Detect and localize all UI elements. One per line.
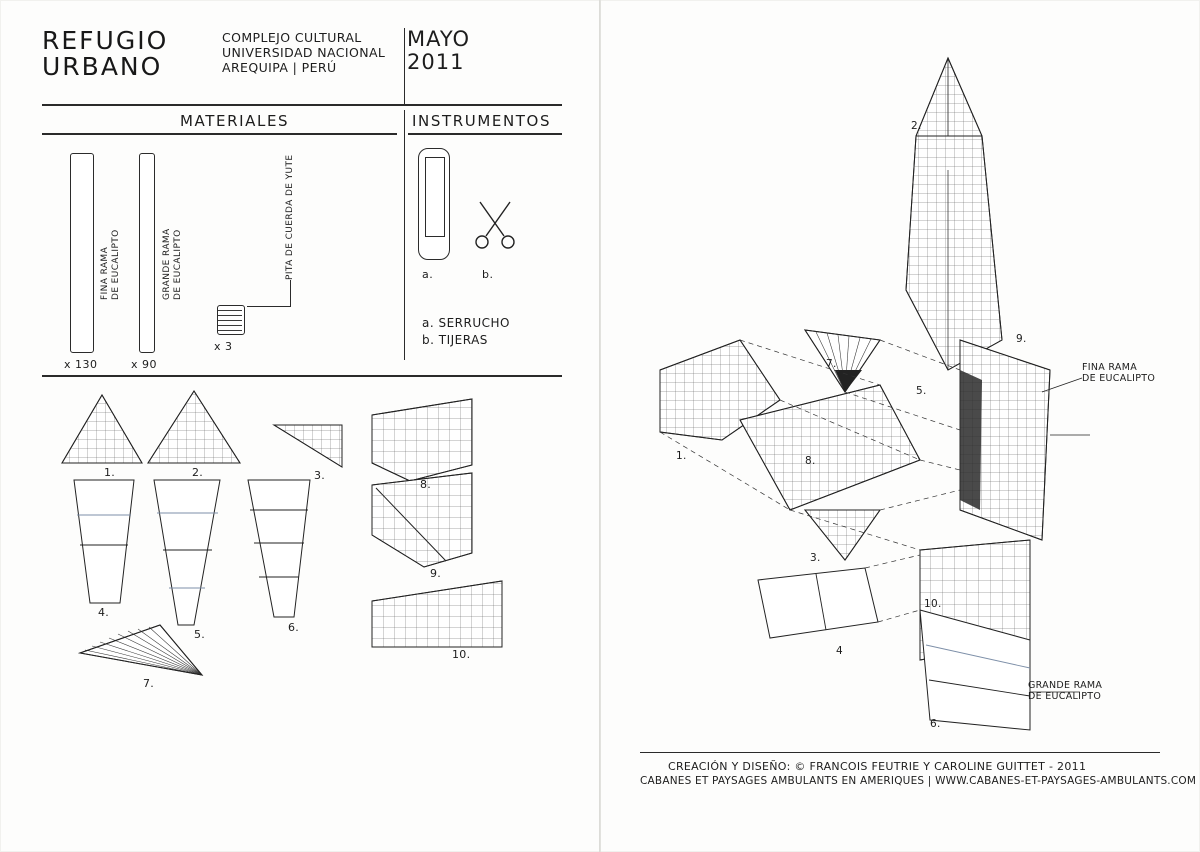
spool-coil-2 [218,315,242,316]
assembly-part-4 [758,568,878,638]
subtitle-line-3: AREQUIPA | PERÚ [222,60,337,75]
materials-group [42,140,372,370]
title-block [42,28,562,110]
sections-underline-right [408,133,562,135]
date-line-1: MAYO [407,27,471,51]
part-4-shape [74,480,134,603]
part-3-shape [267,420,357,475]
part-2-shape [142,385,252,475]
material-fina-rama-stick [70,153,94,353]
part-number-5: 5. [194,628,206,641]
part-number-9: 9. [430,567,442,580]
instruments-section-title: INSTRUMENTOS [412,112,552,130]
material-label-grande-rama-line1: GRANDE RAMA [162,228,172,300]
callout-fina-rama [1082,362,1155,384]
material-pita-spool [217,305,247,335]
part-number-8: 8. [420,478,432,491]
assembly-part-9 [955,335,1055,550]
part-number-3: 3. [314,469,326,482]
material-label-fina-rama-line1: FINA RAMA [100,246,110,300]
part-number-2: 2. [192,466,204,479]
part-6-shape [248,480,310,617]
assembly-number-7: 7. [826,358,837,370]
title-separator-vertical [404,28,405,104]
spool-coil-4 [218,325,242,326]
callout-grande-rama [1028,680,1102,702]
spool-coil-5 [218,330,242,331]
sections-underline-left [42,133,397,135]
parts-section-separator [42,375,562,377]
footer-rule [640,752,1160,753]
assembly-part-7 [805,330,880,392]
part-number-7: 7. [143,677,155,690]
instrument-key-b: b. [482,268,494,281]
subtitle-line-1: COMPLEJO CULTURAL [222,30,362,45]
saw-blade [425,157,445,237]
assembly-number-4: 4 [836,645,843,657]
spool-leader-tick [290,280,291,307]
material-label-pita: PITA DE CUERDA DE YUTE [285,154,295,280]
part-number-10: 10. [452,648,471,661]
callout-fina-rama-line1: FINA RAMA [1082,362,1138,373]
date-block [407,28,470,74]
date-line-2: 2011 [407,50,465,74]
callout-grande-rama-line1: GRANDE RAMA [1028,680,1103,691]
instrument-key-a: a. [422,268,434,281]
materials-instruments-separator [404,110,405,360]
scissors-icon [470,196,530,256]
spool-coil-1 [218,310,242,311]
assembly-number-10: 10. [924,598,942,610]
material-grande-rama-stick [139,153,155,353]
part-5-shape [154,480,220,625]
part-number-6: 6. [288,621,300,634]
part-7-shape [80,625,202,675]
credit-line-1: CREACIÓN Y DISEÑO: © FRANCOIS FEUTRIE Y CAROLINE GUITTET - 2011 [668,760,1087,773]
assembly-number-3: 3. [810,552,821,564]
parts-diagram [42,385,562,725]
assembly-number-2: 2. [911,120,922,132]
page-fold-divider [599,0,601,852]
title-underline [42,104,562,106]
instruments-group [410,140,580,370]
assembly-number-6: 6. [930,718,941,730]
title-line-2: URBANO [42,52,163,81]
page-title [42,28,168,80]
instrument-legend-b: b. TIJERAS [422,333,488,347]
assembly-diagram [630,40,1170,740]
assembly-part-5 [895,130,1015,380]
assembly-number-1: 1. [676,450,687,462]
assembly-svg [630,40,1170,740]
part-10-shape [364,575,514,655]
materials-section-title: MATERIALES [180,112,290,130]
assembly-number-9: 9. [1016,333,1027,345]
assembly-number-8: 8. [805,455,816,467]
callout-fina-rama-line2: DE EUCALIPTO [1082,373,1156,384]
saw-icon [418,148,450,260]
material-qty-grande-rama: x 90 [131,358,158,371]
part-1-shape [52,385,162,475]
title-line-1: REFUGIO [42,26,169,55]
assembly-number-5: 5. [916,385,927,397]
material-label-grande-rama-line2: DE EUCALIPTO [173,229,183,300]
parts-svg [42,385,562,715]
material-label-fina-rama-line2: DE EUCALIPTO [111,229,121,300]
callout-grande-rama-line2: DE EUCALIPTO [1028,691,1102,702]
material-qty-pita: x 3 [214,340,233,353]
part-number-1: 1. [104,466,116,479]
subtitle-line-2: UNIVERSIDAD NACIONAL [222,45,386,60]
credit-line-2: CABANES ET PAYSAGES AMBULANTS EN AMERIQUES | WWW.CABANES-ET-PAYSAGES-AMBULANTS.COM [640,775,1197,787]
project-subtitle [222,30,385,75]
instrument-legend-a: a. SERRUCHO [422,316,510,330]
part-number-4: 4. [98,606,110,619]
spool-leader-line [247,306,291,307]
spool-coil-3 [218,320,242,321]
material-qty-fina-rama: x 130 [64,358,98,371]
